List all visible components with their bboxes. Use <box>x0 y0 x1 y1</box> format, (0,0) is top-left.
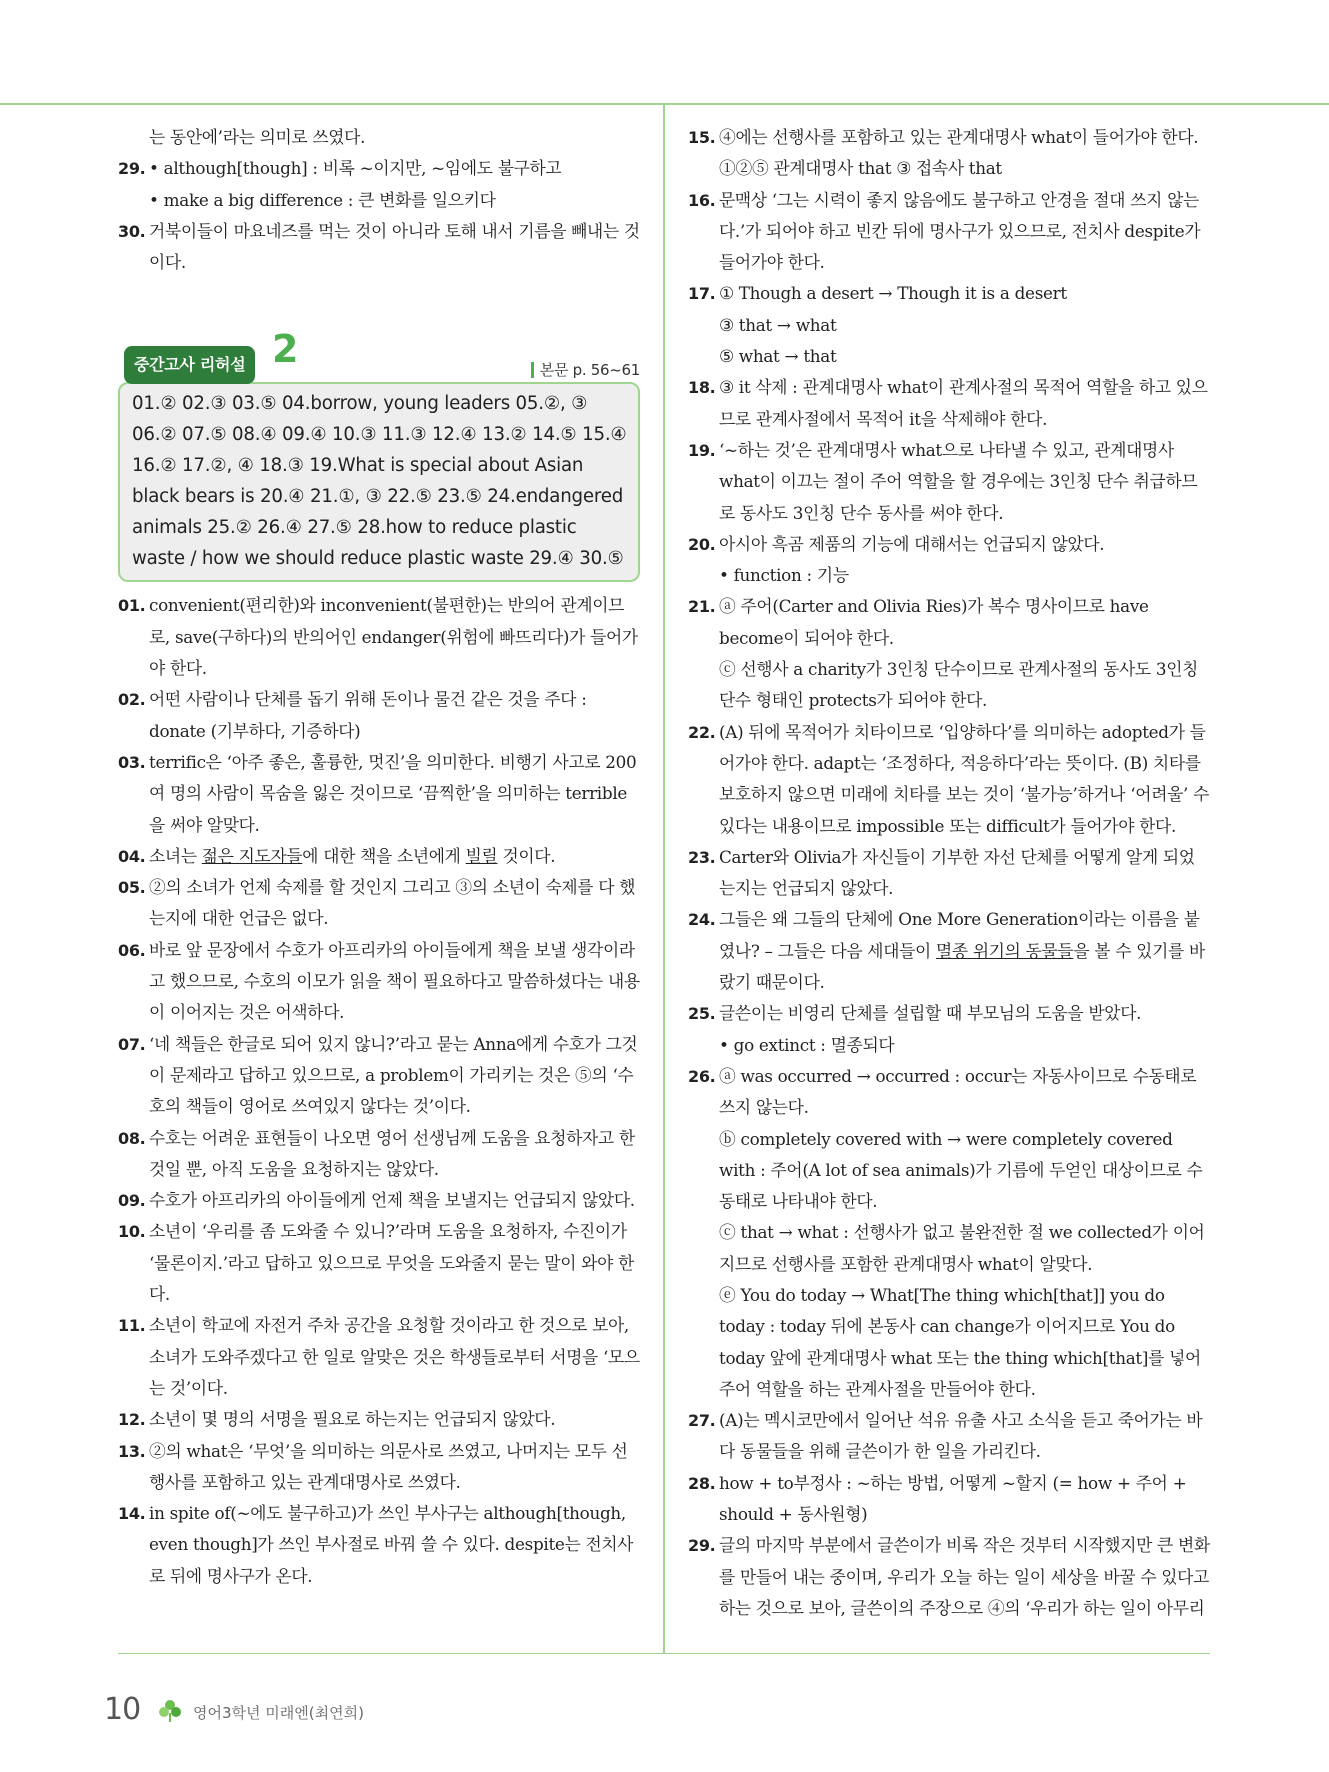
explanation-07: 07. ‘네 책들은 한글로 되어 있지 않니?’라고 묻는 Anna에게 수호가 그것이 문제라고 답하고 있으므로, a problem이 가리키는 것은 ⑤의 ‘수호의 책들이 영어로 쓰여있지 않다는 것’이다. <box>118 1033 638 1117</box>
page-reference: 본문 p. 56~61 <box>531 362 640 378</box>
underlined-phrase: 빌릴 <box>465 845 498 866</box>
explanation-05: 05. ②의 소녀가 언제 숙제를 할 것인지 그리고 ③의 소년이 숙제를 다 했는지에 대한 언급은 없다. <box>118 877 636 929</box>
explanation-13: 13. ②의 what은 ‘무엇’을 의미하는 의문사로 쓰였고, 나머지는 모두 선행사를 포함하고 있는 관계대명사로 쓰였다. <box>118 1440 628 1492</box>
book-title: 영어3학년 미래엔(최연희) <box>193 1704 364 1722</box>
explanation-30: 30. 거북이들이 마요네즈를 먹는 것이 아니라 토해 내서 기름을 빼내는 것 이다. <box>118 220 640 273</box>
explanation-03: 03. terrific은 ‘아주 좋은, 훌륭한, 멋진’을 의미한다. 비행기 사고로 200여 명의 사람이 목숨을 잃은 것이므로 ‘끔찍한’을 의미하는 terrible을 써야 알맞다. <box>118 751 637 835</box>
explanation-11: 11. 소년이 학교에 자전거 주차 공간을 요청할 것이라고 한 것으로 보아, 소녀가 도와주겠다고 한 일로 알맞은 것은 학생들로부터 서명을 ‘모으는 것’이다. <box>118 1315 640 1398</box>
explanation-04: 04. 소녀는 젊은 지도자들에 대한 책을 소년에게 빌릴 것이다. <box>118 845 556 866</box>
explanation-17: 17. ① Though a desert → Though it is a desert ③ that → what ⑤ what → that <box>688 283 1067 367</box>
explanation-09: 09. 수호가 아프리카의 아이들에게 언제 책을 보낼지는 언급되지 않았다. <box>118 1190 635 1211</box>
bottom-rule <box>118 1653 1210 1654</box>
explanation-16: 16. 문맥상 ‘그는 시력이 좋지 않음에도 불구하고 안경을 절대 쓰지 않는다.’가 되어야 하고 빈칸 뒤에 명사구가 있으므로, 전치사 despite가 들어가야 한다. <box>688 189 1201 273</box>
explanation-23: 23. Carter와 Olivia가 자신들이 기부한 자선 단체를 어떻게 알게 되었는지는 언급되지 않았다. <box>688 846 1195 899</box>
page-number: 10 <box>104 1692 141 1727</box>
right-column <box>688 122 1210 1624</box>
explanation-12: 12. 소년이 몇 명의 서명을 필요로 하는지는 언급되지 않았다. <box>118 1409 556 1430</box>
left-column <box>118 122 640 1592</box>
explanation-08: 08. 수호는 어려운 표현들이 나오면 영어 선생님께 도움을 요청하자고 한 것일 뿐, 아직 도움을 요청하지는 않았다. <box>118 1127 635 1179</box>
column-divider <box>663 104 665 1654</box>
section-number: 2 <box>272 327 299 372</box>
explanation-02: 02. 어떤 사람이나 단체를 돕기 위해 돈이나 물건 같은 것을 주다 : donate (기부하다, 기증하다) <box>118 689 587 741</box>
underlined-phrase: 멸종 위기의 동물들 <box>935 940 1074 961</box>
explanation-10: 10. 소년이 ‘우리를 좀 도와줄 수 있니?’라며 도움을 요청하자, 수진이가 ‘물론이지.’라고 답하고 있으므로 무엇을 도와줄지 묻는 말이 와야 한다. <box>118 1221 634 1305</box>
explanation-24: 24. 그들은 왜 그들의 단체에 One More Generation이라는 이름을 붙였나? – 그들은 다음 세대들이 멸종 위기의 동물들을 볼 수 있기를 바랐기 때문이다. <box>688 909 1205 993</box>
explanation-25: 25. 글쓴이는 비영리 단체를 설립할 때 부모님의 도움을 받았다. • go extinct : 멸종되다 <box>688 1003 1142 1055</box>
explanation-01: 01. convenient(편리한)와 inconvenient(불편한)는 반의어 관계이므로, save(구하다)의 반의어인 endanger(위험에 빠뜨리다)가 들어가야 한다. <box>118 595 638 679</box>
explanation-29: 29. • although[though] : 비록 ~이지만, ~임에도 불구하고 • make a big difference : 큰 변화를 일으키다 <box>118 158 562 210</box>
explanation-19: 19. ‘~하는 것’은 관계대명사 what으로 나타낼 수 있고, 관계대명사 what이 이끄는 절이 주어 역할을 할 경우에는 3인칭 단수 취급하므로 동사도 3인칭 단수 동사를 써야 한다. <box>688 439 1198 523</box>
explanation-18: 18. ③ it 삭제 : 관계대명사 what이 관계사절의 목적어 역할을 하고 있으므로 관계사절에서 목적어 it을 삭제해야 한다. <box>688 377 1208 429</box>
explanation-28: 28. how + to부정사 : ~하는 방법, 어떻게 ~할지 (= how + 주어 + should + 동사원형) <box>688 1472 1187 1525</box>
section-badge: 중간고사 리허설 <box>124 346 255 383</box>
explanation-22: 22. (A) 뒤에 목적어가 치타이므로 ‘입양하다’를 의미하는 adopted가 들어가야 한다. adapt는 ‘조정하다, 적응하다’라는 뜻이다. (B) 치타를 보호하지 않으면 미래에 치타를 보는 것이 ‘불가능’하거나 ‘어려울’ 수 있다는 내용이므로 impossible 또는 difficult가 들어가야 한다. <box>688 721 1210 836</box>
answer-key-box: 01.② 02.③ 03.⑤ 04.borrow, young leaders 05.②, ③ 06.② 07.⑤ 08.④ 09.④ 10.③ 11.③ 12.④ 13.② 14.⑤ 15.④ 16.② 17.②, ④ 18.③ 19.What is special about Asian black bears is 20.④ 21.①, ③ 22.⑤ 23.⑤ 24.endangered animals 25.② 26.④ 27.⑤ 28.how to reduce plastic waste / how we should reduce plastic waste 29.④ 30.⑤ <box>118 382 640 582</box>
section-heading <box>118 327 640 382</box>
continued-text: 는 동안에’라는 의미로 쓰였다. <box>149 127 366 147</box>
underlined-phrase: 젊은 지도자들 <box>201 845 303 866</box>
explanation-14: 14. in spite of(~에도 불구하고)가 쓰인 부사구는 although[though, even though]가 쓰인 부사절로 바꿔 쓸 수 있다. despite는 전치사로 뒤에 명사구가 온다. <box>118 1503 634 1586</box>
clover-icon <box>158 1699 182 1723</box>
explanation-20: 20. 아시아 흑곰 제품의 기능에 대해서는 언급되지 않았다. • function : 기능 <box>688 533 1105 586</box>
explanation-21: 21. ⓐ 주어(Carter and Olivia Ries)가 복수 명사이므로 have become이 되어야 한다. ⓒ 선행사 a charity가 3인칭 단수이므로 관계사절의 동사도 3인칭 단수 형태인 protects가 되어야 한다. <box>688 596 1199 711</box>
explanation-26: 26. ⓐ was occurred → occurred : occur는 자동사이므로 수동태로 쓰지 않는다. ⓑ completely covered with → were completely covered with : 주어(A lot of sea animals)가 기름에 두얻인 대상이므로 수동태로 나타내야 한다. ⓒ that → what : 선행사가 없고 불완전한 절 we collected가 이어지므로 선행사를 포함한 관계대명사 what이 알맞다. ⓔ You do today → What[The thing which[that]] you do today : today 뒤에 본동사 can change가 이어지므로 You do today 앞에 관계대명사 what 또는 the thing which[that]를 넣어 주어 역할을 하는 관계사절을 만들어야 한다. <box>688 1065 1205 1399</box>
explanation-06: 06. 바로 앞 문장에서 수호가 아프리카의 아이들에게 책을 보낼 생각이라고 했으므로, 수호의 이모가 읽을 책이 필요하다고 말씀하셨다는 내용이 이어지는 것은 어색하다. <box>118 939 640 1023</box>
explanation-27: 27. (A)는 멕시코만에서 일어난 석유 유출 사고 소식을 듣고 죽어가는 바다 동물들을 위해 글쓴이가 한 일을 가리킨다. <box>688 1410 1203 1462</box>
explanation-15: 15. ④에는 선행사를 포함하고 있는 관계대명사 what이 들어가야 한다. ①②⑤ 관계대명사 that ③ 접속사 that <box>688 127 1199 179</box>
explanation-29-right: 29. 글의 마지막 부분에서 글쓴이가 비록 작은 것부터 시작했지만 큰 변화를 만들어 내는 중이며, 우리가 오늘 하는 일이 세상을 바꿀 수 있다고 하는 것으로 보아, 글쓴이의 주장으로 ④의 ‘우리가 하는 일이 아무리 <box>688 1535 1210 1618</box>
